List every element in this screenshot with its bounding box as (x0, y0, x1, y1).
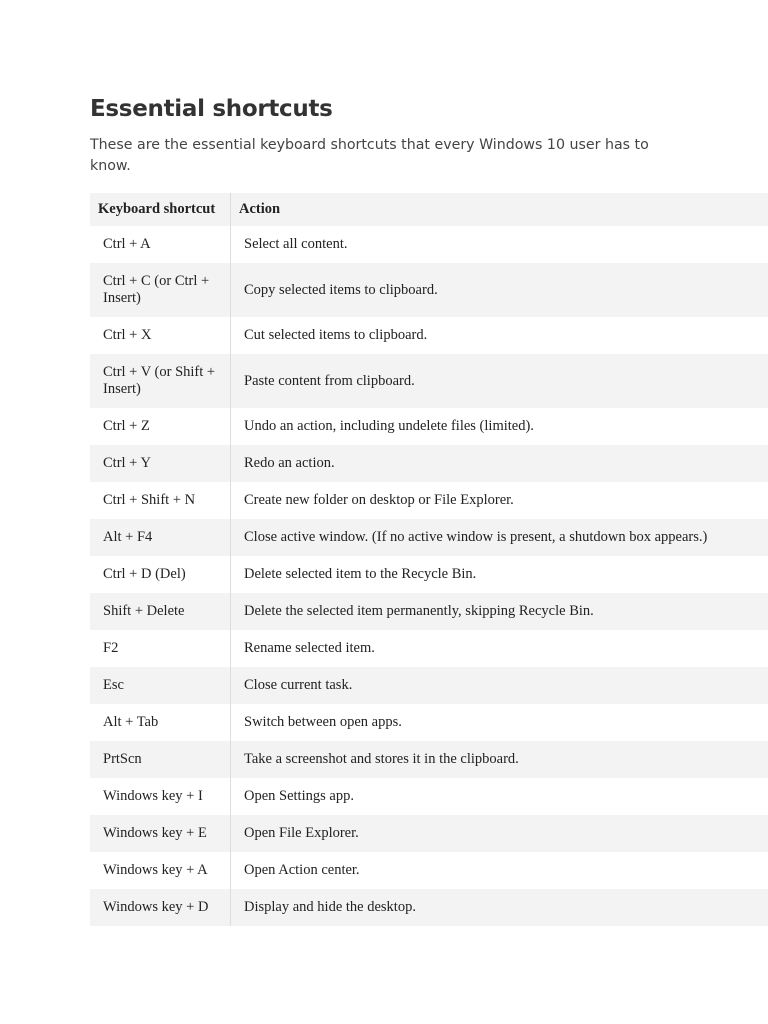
shortcut-cell: F2 (90, 630, 231, 667)
shortcut-cell: Windows key + D (90, 889, 231, 926)
action-cell: Select all content. (244, 236, 348, 252)
table-row (90, 667, 768, 704)
action-cell: Paste content from clipboard. (244, 372, 415, 389)
shortcut-cell: Ctrl + V (or Shift + Insert) (90, 354, 231, 408)
shortcut-cell: Shift + Delete (90, 593, 231, 630)
header-action: Action (239, 201, 281, 217)
table-row (90, 354, 768, 408)
header-keyboard-shortcut: Keyboard shortcut (90, 193, 231, 226)
table-row (90, 445, 768, 482)
action-cell: Cut selected items to clipboard. (244, 327, 428, 343)
action-cell: Close active window. (If no active window is present, a shutdown box appears.) (244, 529, 708, 545)
shortcut-cell: Windows key + A (90, 852, 231, 889)
shortcut-cell: Ctrl + Shift + N (90, 482, 231, 519)
table-row (90, 704, 768, 741)
action-cell: Redo an action. (244, 455, 335, 471)
table-row (90, 630, 768, 667)
action-cell: Display and hide the desktop. (244, 899, 416, 915)
shortcut-cell: Ctrl + D (Del) (90, 556, 231, 593)
action-cell: Delete selected item to the Recycle Bin. (244, 566, 477, 582)
action-cell: Copy selected items to clipboard. (244, 281, 438, 298)
shortcuts-table (90, 193, 768, 926)
table-row (90, 317, 768, 354)
table-row (90, 556, 768, 593)
action-cell: Create new folder on desktop or File Explorer. (244, 492, 514, 508)
table-row (90, 815, 768, 852)
action-cell: Rename selected item. (244, 640, 375, 656)
table-row (90, 593, 768, 630)
action-cell: Switch between open apps. (244, 714, 402, 730)
table-row (90, 408, 768, 445)
shortcut-cell: PrtScn (90, 741, 231, 778)
shortcut-cell: Esc (90, 667, 231, 704)
table-row (90, 226, 768, 263)
table-row (90, 519, 768, 556)
intro-paragraph: These are the essential keyboard shortcuts that every Windows 10 user has to know. (90, 137, 649, 174)
table-row (90, 852, 768, 889)
action-cell: Close current task. (244, 677, 353, 693)
shortcut-cell: Alt + F4 (90, 519, 231, 556)
shortcut-cell: Ctrl + Y (90, 445, 231, 482)
table-row (90, 482, 768, 519)
table-row (90, 741, 768, 778)
action-cell: Open Settings app. (244, 788, 354, 804)
shortcut-cell: Ctrl + C (or Ctrl + Insert) (90, 263, 231, 317)
shortcut-cell: Ctrl + A (90, 226, 231, 263)
action-cell: Open Action center. (244, 862, 360, 878)
table-header-row (90, 193, 768, 226)
table-row (90, 778, 768, 815)
shortcut-cell: Windows key + I (90, 778, 231, 815)
table-row (90, 889, 768, 926)
action-cell: Open File Explorer. (244, 825, 359, 841)
shortcut-cell: Alt + Tab (90, 704, 231, 741)
shortcut-cell: Ctrl + X (90, 317, 231, 354)
shortcut-cell: Ctrl + Z (90, 408, 231, 445)
table-row (90, 263, 768, 317)
page-title: Essential shortcuts (90, 96, 333, 122)
action-cell: Delete the selected item permanently, skipping Recycle Bin. (244, 603, 594, 619)
shortcut-cell: Windows key + E (90, 815, 231, 852)
action-cell: Take a screenshot and stores it in the clipboard. (244, 751, 519, 767)
action-cell: Undo an action, including undelete files (limited). (244, 418, 534, 434)
article-content (90, 92, 768, 926)
